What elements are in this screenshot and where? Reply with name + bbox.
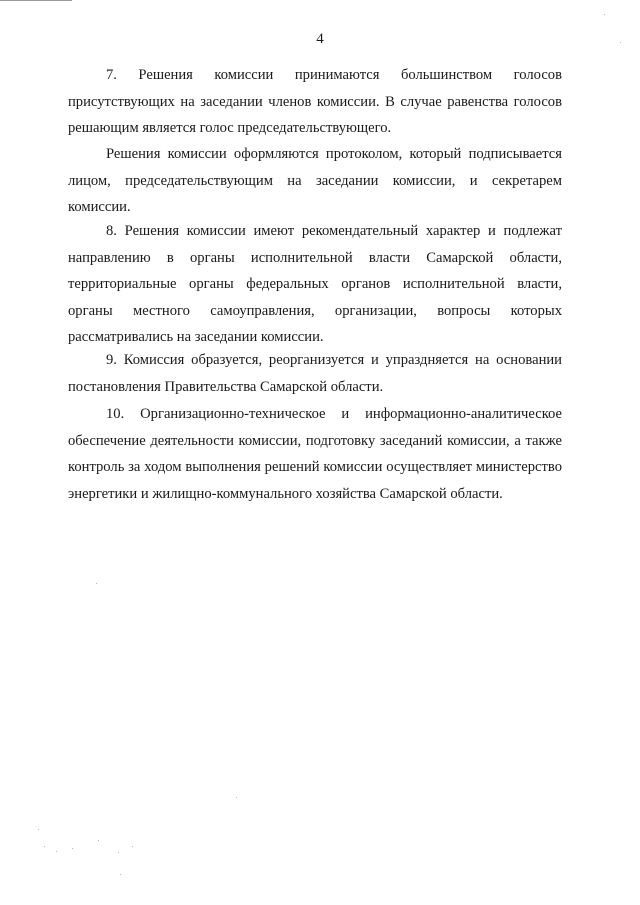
scan-speck xyxy=(236,797,237,798)
scan-speck xyxy=(118,852,119,853)
scan-speck xyxy=(96,583,97,584)
page-number: 4 xyxy=(316,31,324,47)
paragraph-9: 9. Комиссия образуется, реорганизуется и упраздняется на основании постановления Правительства Самарской области. xyxy=(68,352,562,395)
paragraph-7: 7. Решения комиссии принимаются большинством голосов присутствующих на заседании членов комиссии. В случае равенства голосов решающим является голос председательствующего. xyxy=(68,67,562,137)
scan-speck xyxy=(98,840,99,841)
paragraph-10: 10. Организационно-техническое и информационно-аналитическое обеспечение деятельности комиссии, подготовку заседаний комиссии, а также контроль за ходом выполнения решений комиссии осуществляет министерство энергетики и жилищно-коммунального хозяйства Самарской области. xyxy=(68,406,562,502)
scan-speck xyxy=(620,42,621,43)
scan-speck xyxy=(44,846,45,847)
scan-speck xyxy=(56,851,57,852)
scan-speck xyxy=(38,829,39,830)
scan-speck xyxy=(120,874,121,875)
top-edge-line xyxy=(0,0,72,1)
scan-speck xyxy=(72,848,73,849)
scan-speck xyxy=(132,846,133,847)
paragraph-7-continued: Решения комиссии оформляются протоколом, который подписывается лицом, председательствующим на заседании комиссии, и секретарем комиссии. xyxy=(68,146,562,216)
scan-speck xyxy=(604,14,605,15)
paragraph-8: 8. Решения комиссии имеют рекомендательный характер и подлежат направлению в органы исполнительной власти Самарской области, территориальные органы федеральных органов исполнительной власти, органы местного самоуправления, организации, вопросы которых рассматривались на заседании комиссии. xyxy=(68,223,562,346)
